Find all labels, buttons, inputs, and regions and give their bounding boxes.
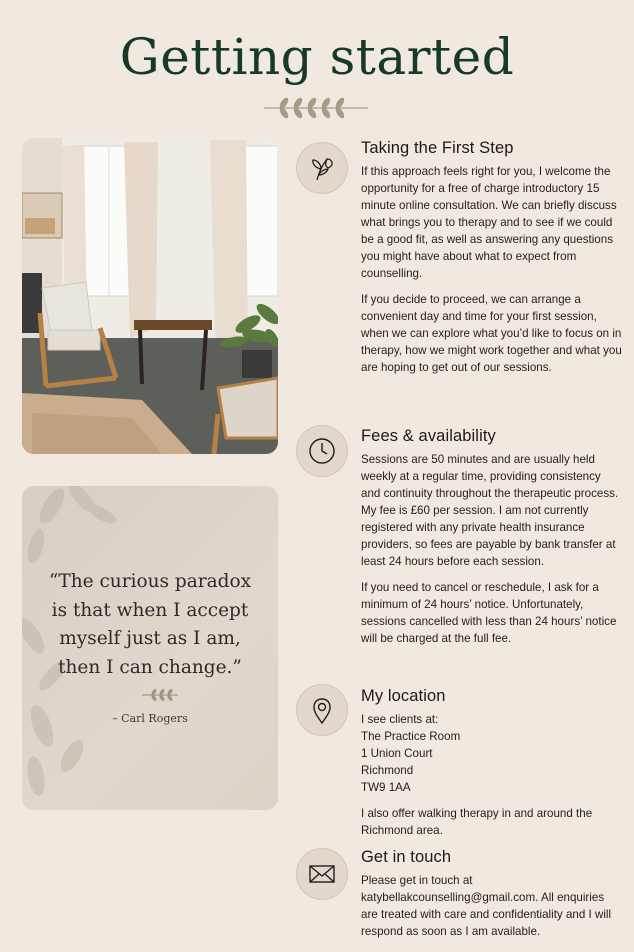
section-paragraph: If this approach feels right for you, I welcome the opportunity for a free of charge introductory 15 minute online consultation. We can briefly discuss what brings you to therapy and to see if we could be a good fit, as well as answering any questions you might have about what to expect from counselling. — [361, 165, 617, 280]
clock-icon — [307, 436, 337, 466]
section-contact — [361, 848, 623, 949]
section-paragraph: If you decide to proceed, we can arrange a convenient day and time for your first session, when we can explore what you’d like to focus on in therapy, how we might work together and what you are hoping to get out of our sessions. — [361, 293, 622, 374]
section-paragraph: Please get in touch at katybellakcounselling@gmail.com. All enquiries are treated with care and confidentiality and I will respond as soon as I am available. — [361, 874, 612, 938]
section-paragraph: If you need to cancel or reschedule, I ask for a minimum of 24 hours’ notice. Unfortunately, sessions cancelled with less than 24 hours’ notice will be charged at the full fee. — [361, 581, 617, 645]
section-paragraph: I see clients at: The Practice Room 1 Union Court Richmond TW9 1AA — [361, 713, 461, 794]
envelope-icon-circle — [296, 848, 348, 900]
location-pin-icon — [307, 695, 337, 725]
laurel-ornament-icon — [262, 96, 370, 120]
section-paragraph: Sessions are 50 minutes and are usually held weekly at a regular time, providing consistency and continuity throughout the therapeutic process. My fee is £60 per session. I am not currently registered with any private health insurance providers, so fees are payable by bank transfer at least 24 hours before each session. — [361, 453, 619, 568]
section-heading: Fees & availability — [361, 427, 496, 445]
therapy-room-photo — [22, 138, 278, 454]
section-fees — [361, 427, 623, 656]
section-location — [361, 687, 623, 848]
section-paragraph: I also offer walking therapy in and around the Richmond area. — [361, 807, 593, 837]
location-pin-icon-circle — [296, 684, 348, 736]
section-first-step — [361, 139, 623, 385]
leaf-icon-circle — [296, 142, 348, 194]
laurel-small-icon — [142, 688, 178, 702]
page-title: Getting started — [119, 28, 515, 86]
section-heading: My location — [361, 687, 446, 705]
leaf-icon — [307, 153, 337, 183]
section-heading: Get in touch — [361, 848, 452, 866]
quote-author: – Carl Rogers — [112, 712, 188, 725]
section-heading: Taking the First Step — [361, 139, 514, 157]
clock-icon-circle — [296, 425, 348, 477]
quote-card — [22, 486, 278, 810]
envelope-icon — [307, 859, 337, 889]
quote-text: “The curious paradox is that when I accept myself just as I am, then I can change.” — [48, 571, 252, 678]
